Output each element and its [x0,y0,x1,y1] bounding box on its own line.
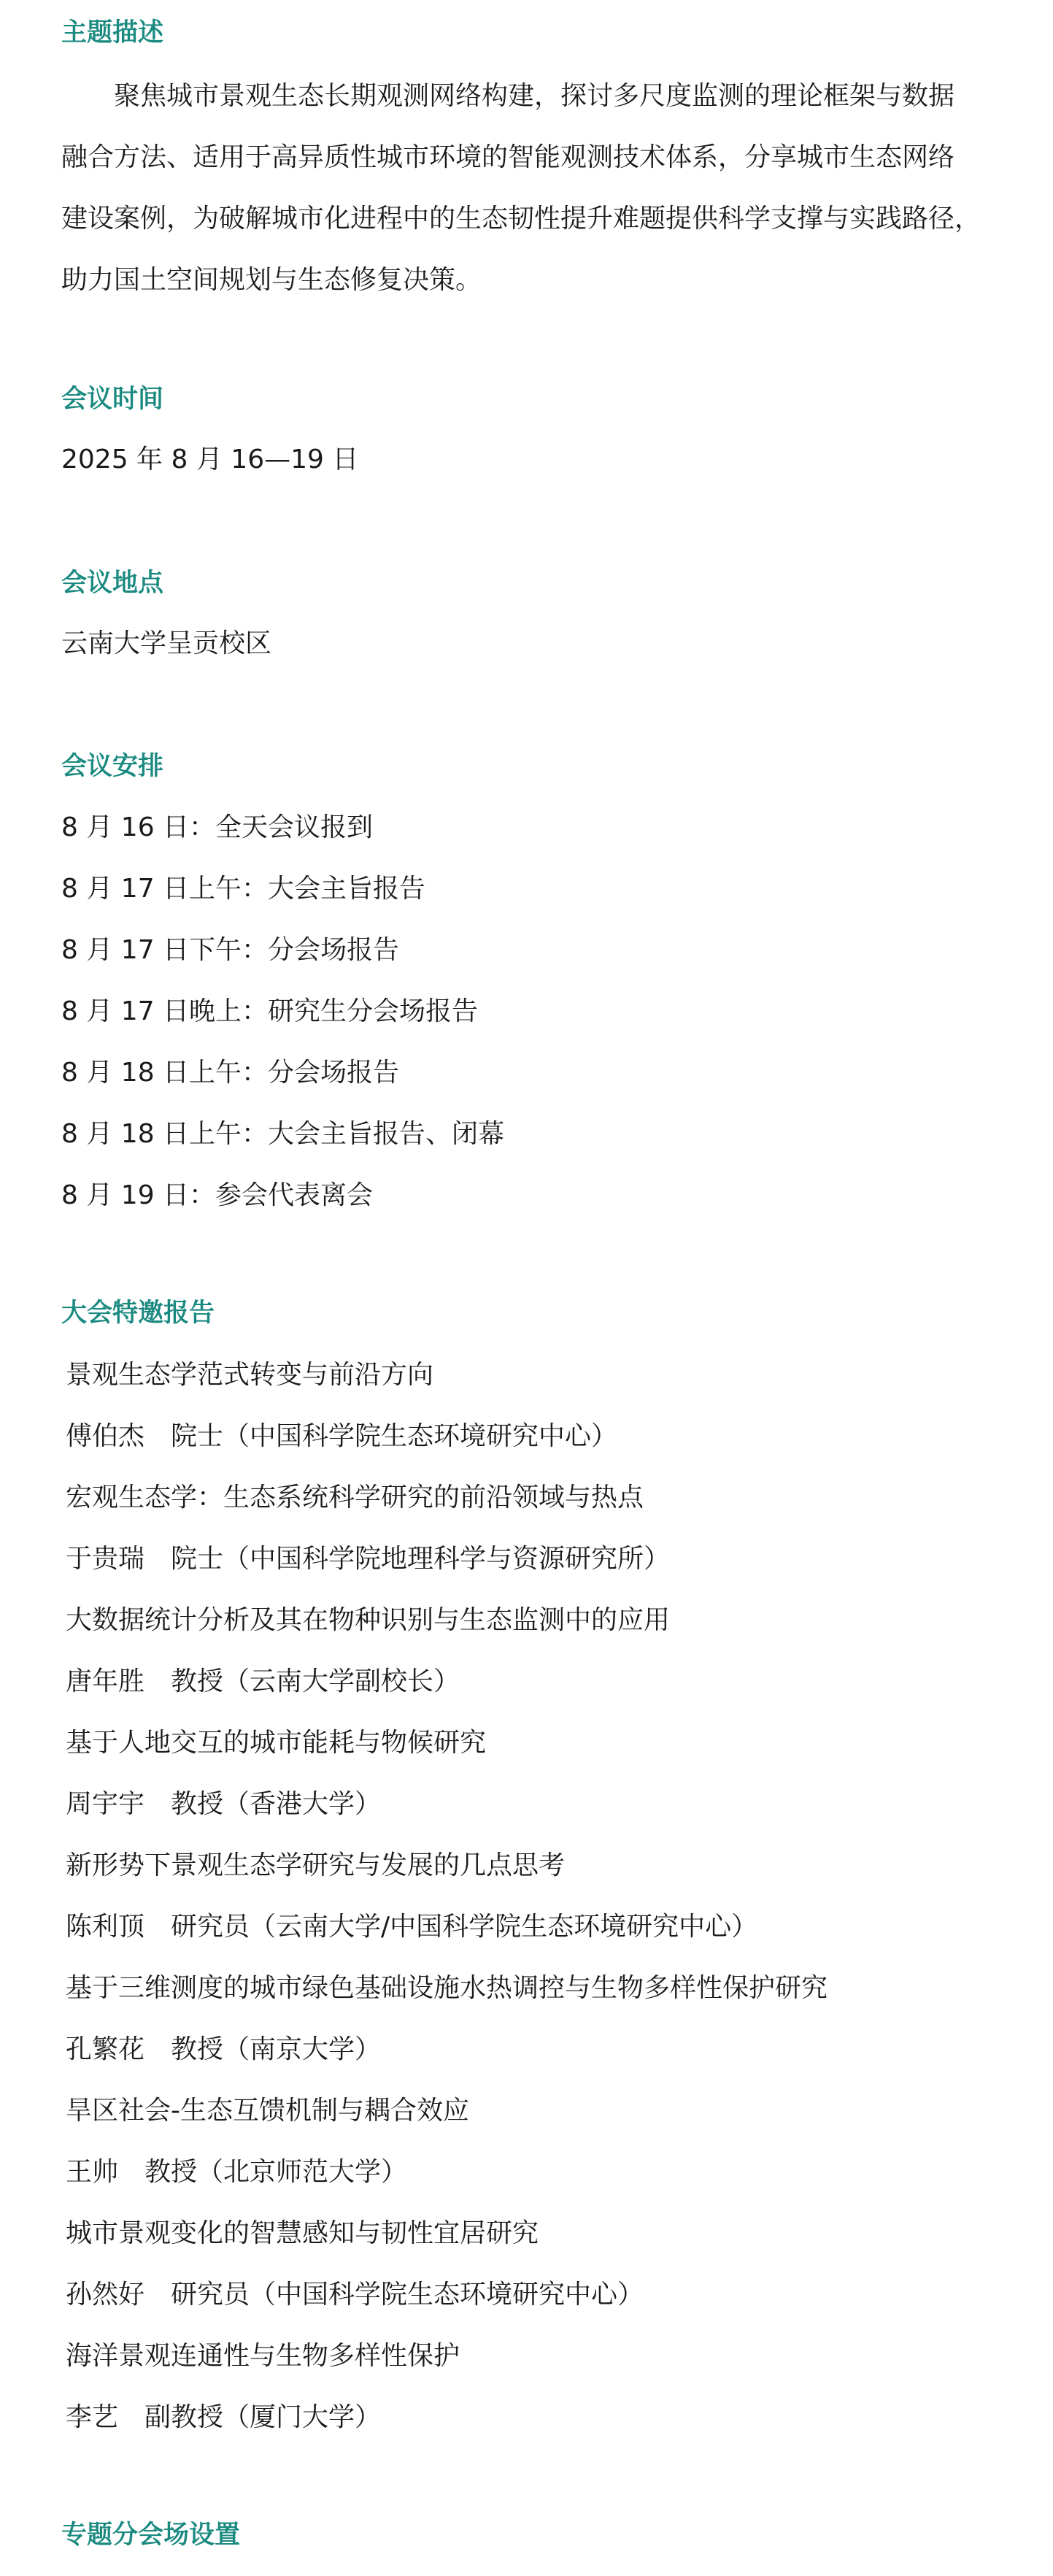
speaker-position: 研究员（云南大学/中国科学院生态环境研究中心） [171,1912,758,1942]
report-title: 新形势下景观生态学研究与发展的几点思考 [66,1850,566,1880]
schedule-item: 8 月 17 日上午：大会主旨报告 [61,874,426,904]
invited-heading: 大会特邀报告 [61,1299,215,1328]
report-speaker [66,1546,670,1572]
speaker-position: 教授（香港大学） [171,1789,382,1819]
report-speaker [66,2159,407,2185]
topic-line: 聚焦城市景观生态长期观测网络构建，探讨多尺度监测的理论框架与数据 [114,81,955,111]
report-title: 景观生态学范式转变与前沿方向 [66,1360,434,1390]
schedule-item: 8 月 19 日：参会代表离会 [61,1180,374,1210]
report-title: 大数据统计分析及其在物种识别与生态监测中的应用 [66,1605,671,1635]
speaker-name: 孙然好 [66,2280,145,2310]
speaker-name: 于贵瑞 [66,1544,145,1574]
speaker-name: 傅伯杰 [66,1421,145,1451]
speaker-name: 王帅 [66,2157,119,2187]
schedule-item: 8 月 17 日下午：分会场报告 [61,935,400,965]
report-title: 宏观生态学：生态系统科学研究的前沿领域与热点 [66,1483,644,1512]
sessions-heading: 专题分会场设置 [61,2521,241,2550]
report-title: 海洋景观连通性与生物多样性保护 [66,2341,460,2371]
speaker-position: 院士（中国科学院地理科学与资源研究所） [171,1544,671,1574]
report-title: 旱区社会-生态互馈机制与耦合效应 [66,2096,469,2126]
report-speaker [66,1791,381,1818]
report-title: 基于人地交互的城市能耗与物候研究 [66,1728,487,1758]
speaker-name: 陈利顶 [66,1912,145,1942]
speaker-position: 院士（中国科学院生态环境研究中心） [171,1421,618,1451]
topic-line: 助力国土空间规划与生态修复决策。 [61,265,482,295]
schedule-heading: 会议安排 [61,752,164,781]
speaker-name: 唐年胜 [66,1666,145,1696]
report-speaker [66,1666,460,1696]
time-value: 2025 年 8 月 16—19 日 [61,445,359,474]
speaker-position: 副教授（厦门大学） [144,2402,382,2432]
schedule-item: 8 月 18 日上午：大会主旨报告、闭幕 [61,1119,505,1149]
report-speaker [66,2282,644,2308]
time-heading: 会议时间 [61,385,164,414]
schedule-item: 8 月 17 日晚上：研究生分会场报告 [61,996,479,1026]
topic-line: 融合方法、适用于高异质性城市环境的智能观测技术体系，分享城市生态网络 [61,142,955,172]
speaker-name: 李艺 [66,2402,119,2432]
report-title: 城市景观变化的智慧感知与韧性宜居研究 [66,2218,539,2248]
report-speaker [66,2404,381,2431]
topic-line: 建设案例，为破解城市化进程中的生态韧性提升难题提供科学支撑与实践路径， [61,204,981,234]
speaker-name: 周宇宇 [66,1789,145,1819]
speaker-position: 研究员（中国科学院生态环境研究中心） [171,2280,644,2310]
speaker-position: 教授（南京大学） [171,2034,382,2064]
speaker-name: 孔繁花 [66,2034,145,2064]
venue-heading: 会议地点 [61,569,164,598]
speaker-position: 教授（北京师范大学） [144,2157,408,2187]
speaker-position: 教授（云南大学副校长） [171,1666,460,1696]
report-speaker [66,1914,757,1940]
topic-paragraph [61,66,1003,311]
topic-heading: 主题描述 [61,18,164,47]
report-speaker [66,1423,617,1450]
report-title: 基于三维测度的城市绿色基础设施水热调控与生物多样性保护研究 [66,1973,828,2003]
schedule-item: 8 月 18 日上午：分会场报告 [61,1058,400,1088]
schedule-item: 8 月 16 日：全天会议报到 [61,812,374,842]
report-speaker [66,2034,382,2064]
venue-value: 云南大学呈贡校区 [61,628,272,658]
